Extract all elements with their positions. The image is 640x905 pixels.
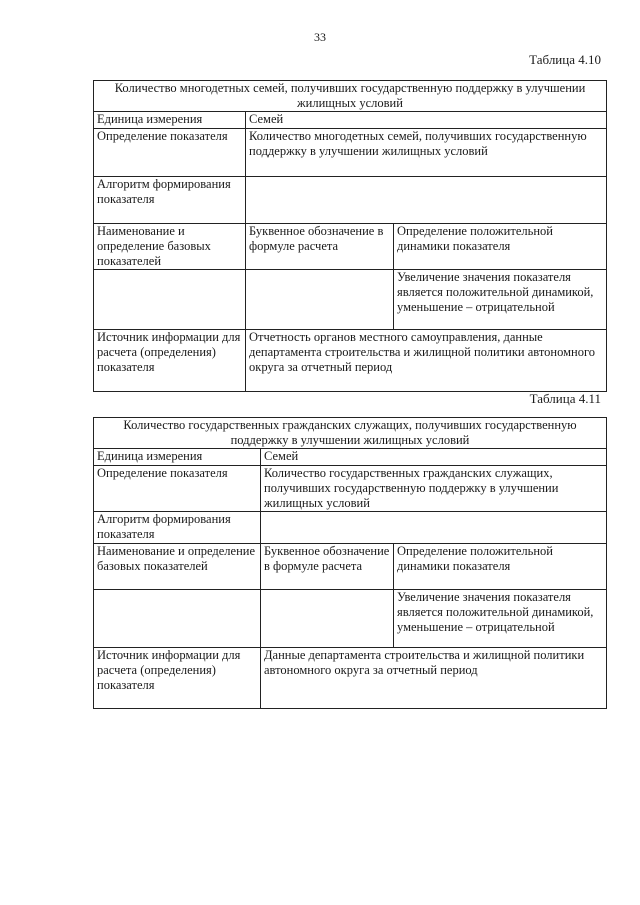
base-indicators-row [94, 544, 607, 590]
definition-label: Определение показателя [94, 466, 261, 512]
algorithm-row [94, 512, 607, 544]
definition-value: Количество государственных гражданских служащих, получивших государственную поддержку в улучшении жилищных условий [261, 466, 607, 512]
letter-designation-label: Буквенное обозначение в формуле расчета [246, 224, 394, 270]
source-row [94, 648, 607, 709]
table-title: Количество государственных гражданских служащих, получивших государственную поддержку в улучшении жилищных условий [94, 418, 607, 449]
empty-cell [94, 270, 246, 330]
dynamics-description: Увеличение значения показателя является положительной динамикой, уменьшение – отрицательной [394, 590, 607, 648]
unit-label: Единица измерения [94, 112, 246, 129]
table-caption: Таблица 4.11 [529, 391, 601, 406]
base-indicators-label: Наименование и определение базовых показателей [94, 224, 246, 270]
letter-designation-label: Буквенное обозначение в формуле расчета [261, 544, 394, 590]
positive-dynamics-label: Определение положительной динамики показателя [394, 224, 607, 270]
table-title-row [94, 81, 607, 112]
dynamics-row [94, 270, 607, 330]
page-number: 33 [314, 30, 326, 44]
algorithm-row [94, 177, 607, 224]
unit-value: Семей [246, 112, 607, 129]
unit-row [94, 449, 607, 466]
indicator-table [93, 417, 607, 709]
table-title-row [94, 418, 607, 449]
source-label: Источник информации для расчета (определения) показателя [94, 648, 261, 709]
source-value: Данные департамента строительства и жилищной политики автономного округа за отчетный период [261, 648, 607, 709]
base-indicators-row [94, 224, 607, 270]
source-label: Источник информации для расчета (определения) показателя [94, 330, 246, 392]
definition-row [94, 466, 607, 512]
base-indicators-label: Наименование и определение базовых показателей [94, 544, 261, 590]
definition-label: Определение показателя [94, 129, 246, 177]
algorithm-label: Алгоритм формирования показателя [94, 177, 246, 224]
dynamics-row [94, 590, 607, 648]
empty-cell [246, 270, 394, 330]
source-row [94, 330, 607, 392]
definition-row [94, 129, 607, 177]
unit-value: Семей [261, 449, 607, 466]
algorithm-value [261, 512, 607, 544]
table-title: Количество многодетных семей, получивших государственную поддержку в улучшении жилищных условий [94, 81, 607, 112]
dynamics-description: Увеличение значения показателя является положительной динамикой, уменьшение – отрицательной [394, 270, 607, 330]
algorithm-label: Алгоритм формирования показателя [94, 512, 261, 544]
source-value: Отчетность органов местного самоуправления, данные департамента строительства и жилищной политики автономного округа за отчетный период [246, 330, 607, 392]
indicator-table [93, 80, 607, 392]
unit-label: Единица измерения [94, 449, 261, 466]
positive-dynamics-label: Определение положительной динамики показателя [394, 544, 607, 590]
algorithm-value [246, 177, 607, 224]
unit-row [94, 112, 607, 129]
empty-cell [94, 590, 261, 648]
empty-cell [261, 590, 394, 648]
definition-value: Количество многодетных семей, получивших государственную поддержку в улучшении жилищных условий [246, 129, 607, 177]
table-caption: Таблица 4.10 [529, 52, 601, 67]
